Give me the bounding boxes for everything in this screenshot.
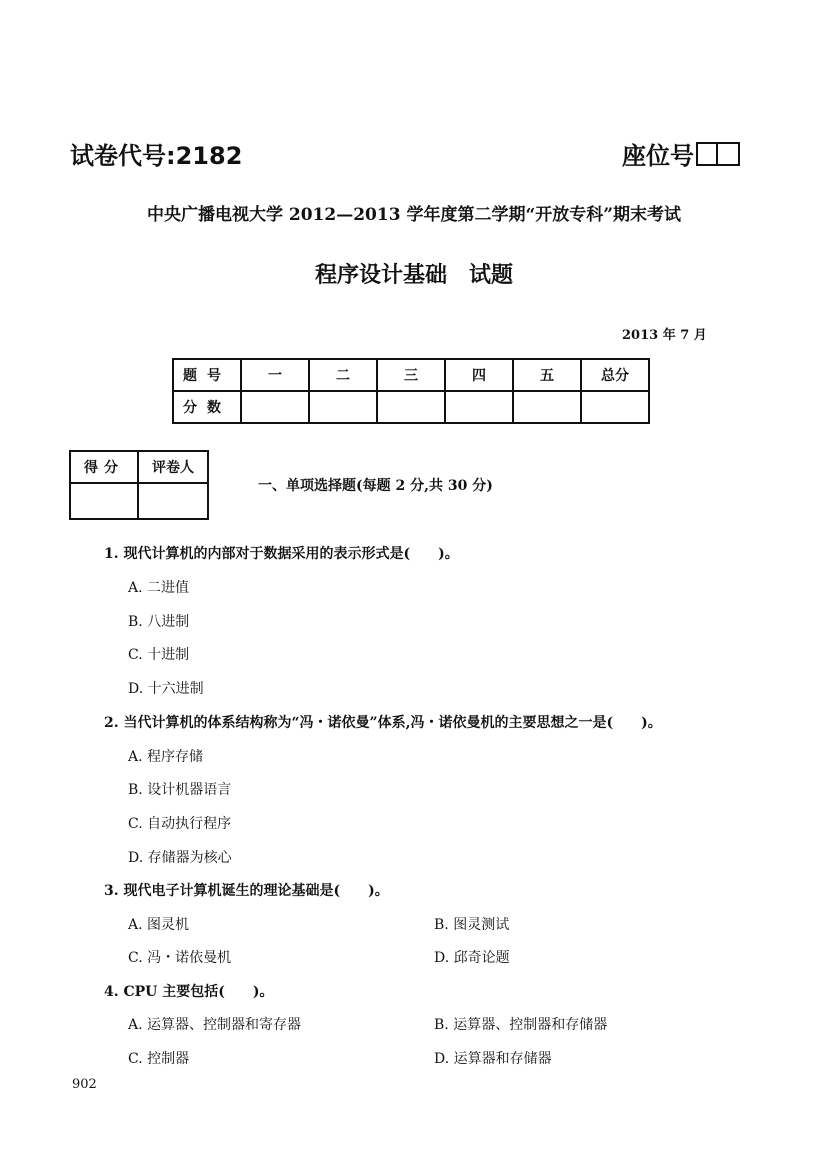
score-table-column: 二 <box>309 359 377 391</box>
score-table-score-row <box>173 391 649 423</box>
option: A. 程序存储 <box>128 749 204 765</box>
question-4: 4. CPU 主要包括( )。 <box>104 984 274 1000</box>
score-cell <box>309 391 377 423</box>
seat-number-boxes <box>696 142 740 166</box>
grader-name-cell <box>138 483 208 519</box>
option: A. 运算器、控制器和寄存器 <box>128 1017 302 1033</box>
grader-name-label: 评卷人 <box>138 451 208 483</box>
score-table-column: 三 <box>377 359 445 391</box>
option: B. 八进制 <box>128 614 190 630</box>
seat-box <box>696 142 718 166</box>
seat-number <box>622 136 740 171</box>
exam-date: 2013 年 7 月 <box>622 328 707 343</box>
option: D. 邱奇论题 <box>434 950 510 966</box>
option: A. 二进值 <box>128 580 190 596</box>
score-table-column: 总分 <box>581 359 649 391</box>
option: B. 图灵测试 <box>434 917 510 933</box>
option: B. 运算器、控制器和存储器 <box>434 1017 608 1033</box>
score-cell <box>241 391 309 423</box>
exam-title: 程序设计基础 试题 <box>314 263 513 288</box>
score-table-row-label: 题号 <box>173 359 241 391</box>
score-table-row-label: 分数 <box>173 391 241 423</box>
seat-box <box>718 142 740 166</box>
option: C. 冯・诺依曼机 <box>128 950 232 966</box>
paper-code: 试卷代号:2182 <box>70 142 243 170</box>
option: D. 运算器和存储器 <box>434 1051 552 1067</box>
seat-label: 座位号 <box>622 142 694 170</box>
score-cell <box>513 391 581 423</box>
exam-header: 中央广播电视大学 2012—2013 学年度第二学期“开放专科”期末考试 <box>146 205 682 225</box>
option: C. 自动执行程序 <box>128 816 232 832</box>
grader-table-body-row <box>70 483 208 519</box>
page-number: 902 <box>72 1077 97 1092</box>
score-table <box>172 358 650 424</box>
grader-score-label: 得分 <box>70 451 138 483</box>
option: D. 十六进制 <box>128 681 204 697</box>
grader-score-cell <box>70 483 138 519</box>
score-cell <box>581 391 649 423</box>
score-table-header-row <box>173 359 649 391</box>
score-table-column: 一 <box>241 359 309 391</box>
score-table-column: 四 <box>445 359 513 391</box>
grader-table <box>69 450 209 520</box>
question-2: 2. 当代计算机的体系结构称为“冯・诺依曼”体系,冯・诺依曼机的主要思想之一是( )。 <box>104 715 662 731</box>
section-heading: 一、单项选择题(每题 2 分,共 30 分) <box>258 478 493 494</box>
question-1: 1. 现代计算机的内部对于数据采用的表示形式是( )。 <box>104 546 459 562</box>
option: C. 十进制 <box>128 647 190 663</box>
score-cell <box>445 391 513 423</box>
option: A. 图灵机 <box>128 917 190 933</box>
grader-table-header-row <box>70 451 208 483</box>
option: D. 存储器为核心 <box>128 850 232 866</box>
option: B. 设计机器语言 <box>128 782 232 798</box>
score-table-column: 五 <box>513 359 581 391</box>
score-cell <box>377 391 445 423</box>
question-3: 3. 现代电子计算机诞生的理论基础是( )。 <box>104 883 389 899</box>
option: C. 控制器 <box>128 1051 190 1067</box>
